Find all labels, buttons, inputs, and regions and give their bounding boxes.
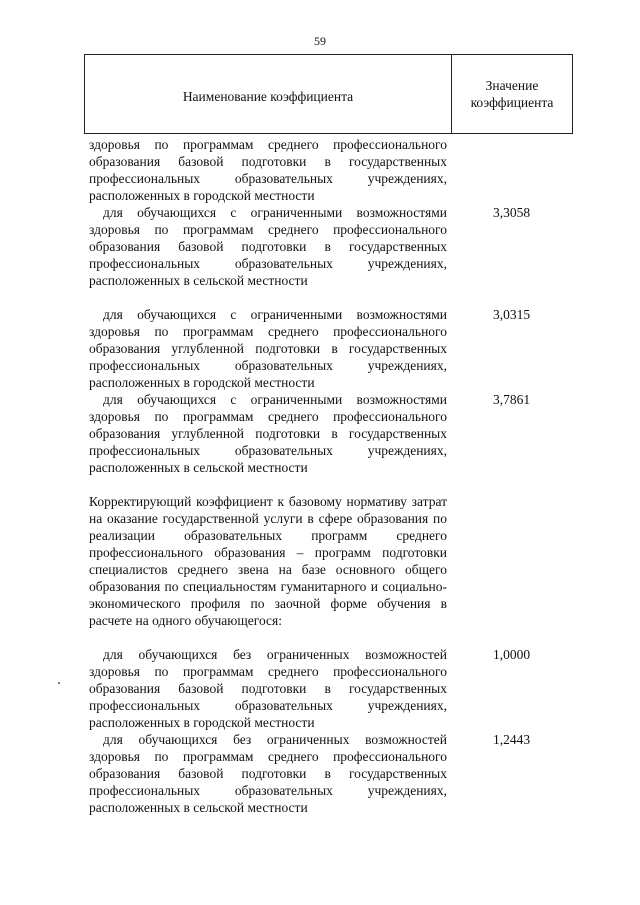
row-description: для обучающихся без ограниченных возможностей здоровья по программам среднего профессионального образования базовой подготовки в государственных профессиональных образовательных учреждениях, расположенных в городской местности xyxy=(89,647,447,730)
table-row xyxy=(89,204,569,289)
row-description: для обучающихся с ограниченными возможностями здоровья по программам среднего профессионального образования углубленной подготовки в государственных профессиональных образовательных учреждениях, расположенных в городской местности xyxy=(89,307,447,390)
header-name-column: Наименование коэффициента xyxy=(85,55,452,133)
row-description: для обучающихся с ограниченными возможностями здоровья по программам среднего профессионального образования базовой подготовки в государственных профессиональных образовательных учреждениях, расположенных в сельской местности xyxy=(89,205,447,288)
table-body xyxy=(89,136,569,816)
header-value-line2: коэффициента xyxy=(470,95,554,110)
row-value: 1,2443 xyxy=(493,732,531,747)
table-row xyxy=(89,646,569,731)
row-description: Корректирующий коэффициент к базовому нормативу затрат на оказание государственной услуги в сфере образования по реализации образовательных программ среднего профессионального образования – программ подготовки специалистов среднего звена на базе основного общего образования по специальностям гуманитарного и социально-экономического профиля по заочной форме обучения в расчете на одного обучающегося: xyxy=(89,494,447,628)
table-row xyxy=(89,731,569,816)
table-row xyxy=(89,493,569,629)
table-row xyxy=(89,391,569,476)
row-description: для обучающихся с ограниченными возможностями здоровья по программам среднего профессионального образования углубленной подготовки в государственных профессиональных образовательных учреждениях, расположенных в сельской местности xyxy=(89,392,447,475)
row-description: для обучающихся без ограниченных возможностей здоровья по программам среднего профессионального образования базовой подготовки в государственных профессиональных образовательных учреждениях, расположенных в сельской местности xyxy=(89,732,447,815)
row-value: 3,0315 xyxy=(493,307,531,322)
margin-mark xyxy=(58,682,60,684)
row-value: 3,3058 xyxy=(493,205,531,220)
row-value: 3,7861 xyxy=(493,392,531,407)
table-row xyxy=(89,306,569,391)
page-number: 59 xyxy=(314,34,326,48)
header-value-column xyxy=(452,55,572,133)
row-description: здоровья по программам среднего профессионального образования базовой подготовки в государственных профессиональных образовательных учреждениях, расположенных в городской местности xyxy=(89,137,447,203)
header-value-line1: Значение xyxy=(485,78,539,93)
row-value: 1,0000 xyxy=(493,647,531,662)
table-header xyxy=(84,54,573,134)
table-row xyxy=(89,136,569,204)
